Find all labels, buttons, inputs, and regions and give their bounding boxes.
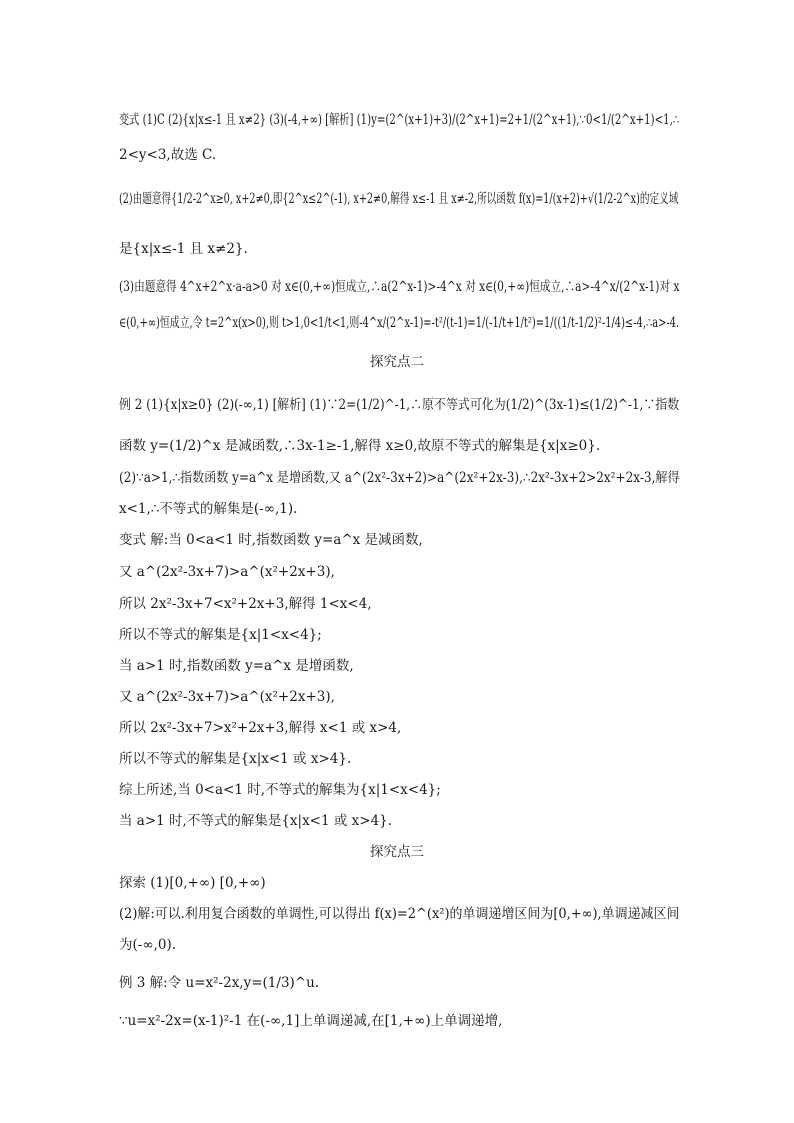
line-variant-conclusion: 2<y<3,故选 C. [119,147,217,163]
section-heading-3: 探究点三 [370,844,424,860]
line-summary1: 综上所述,当 0<a<1 时,不等式的解集为{x|1<x<4}; [119,782,441,798]
line-part3-substitution: ∈(0,+∞)恒成立,令 t=2^x(x>0),则 t>1,0<1/t<1,则-4^x/(2^x-1)=-t²/(t-1)=1/(-1/t+1/t²)=1/((1/t-1/2)²-1/4)≤-4,∴a>-4. [119,315,680,331]
line-variant-ineq1: 又 a^(2x²-3x+7)>a^(x²+2x+3), [119,564,335,580]
line-variant-case1: 变式 解:当 0<a<1 时,指数函数 y=a^x 是减函数, [119,532,423,548]
line-example2-part2: (2)∵a>1,∴指数函数 y=a^x 是增函数,又 a^(2x²-3x+2)>a^(2x²+2x-3),∴2x²-3x+2>2x²+2x-3,解得 [119,470,680,486]
line-part3-condition: (3)由题意得 4^x+2^x·a-a>0 对 x∈(0,+∞)恒成立,∴a(2^x-1)>-4^x 对 x∈(0,+∞)恒成立,∴a>-4^x/(2^x-1)对 x [119,279,680,295]
line-explore-interval: 为(-∞,0). [119,937,177,953]
line-explore-answers: 探索 (1)[0,+∞) [0,+∞) [119,875,266,891]
line-variant-solution2: 所以不等式的解集是{x|x<1 或 x>4}. [119,751,352,767]
line-variant-answers: 变式 (1)C (2){x|x≤-1 且 x≠2} (3)(-4,+∞) [解析] (1)y=(2^(x+1)+3)/(2^x+1)=2+1/(2^x+1),∵0<1/(2^x+1)<1,∴ [119,112,680,128]
line-explore-part2: (2)解:可以.利用复合函数的单调性,可以得出 f(x)=2^(x²)的单调递增区间为[0,+∞),单调递减区间 [119,906,680,922]
line-example3-monotonic: ∵u=x²-2x=(x-1)²-1 在(-∞,1]上单调递减,在[1,+∞)上单调递增, [119,1013,503,1029]
line-part2-domain: (2)由题意得{1/2-2^x≥0, x+2≠0,即{2^x≤2^(-1), x+2≠0,解得 x≤-1 且 x≠-2,所以函数 f(x)=1/(x+2)+√(1/2-2^x)的定义域 [119,191,679,207]
line-example3-start: 例 3 解:令 u=x²-2x,y=(1/3)^u. [119,975,320,991]
line-variant-solution1: 所以不等式的解集是{x|1<x<4}; [119,627,322,643]
section-heading-2: 探究点二 [370,354,424,370]
line-example2-answers: 例 2 (1){x|x≥0} (2)(-∞,1) [解析] (1)∵2=(1/2)^-1,∴原不等式可化为(1/2)^(3x-1)≤(1/2)^-1,∵指数 [119,397,680,413]
line-summary2: 当 a>1 时,不等式的解集是{x|x<1 或 x>4}. [119,813,393,829]
line-variant-solve2: 所以 2x²-3x+7>x²+2x+3,解得 x<1 或 x>4, [119,720,402,736]
line-variant-solve1: 所以 2x²-3x+7<x²+2x+3,解得 1<x<4, [119,596,372,612]
line-variant-case2: 当 a>1 时,指数函数 y=a^x 是增函数, [119,658,354,674]
line-domain-result: 是{x|x≤-1 且 x≠2}. [119,241,248,257]
line-variant-ineq2: 又 a^(2x²-3x+7)>a^(x²+2x+3), [119,689,335,705]
line-example2-decreasing: 函数 y=(1/2)^x 是减函数,∴3x-1≥-1,解得 x≥0,故原不等式的解集是{x|x≥0}. [119,438,601,454]
line-example2-result: x<1,∴不等式的解集是(-∞,1). [119,501,298,517]
